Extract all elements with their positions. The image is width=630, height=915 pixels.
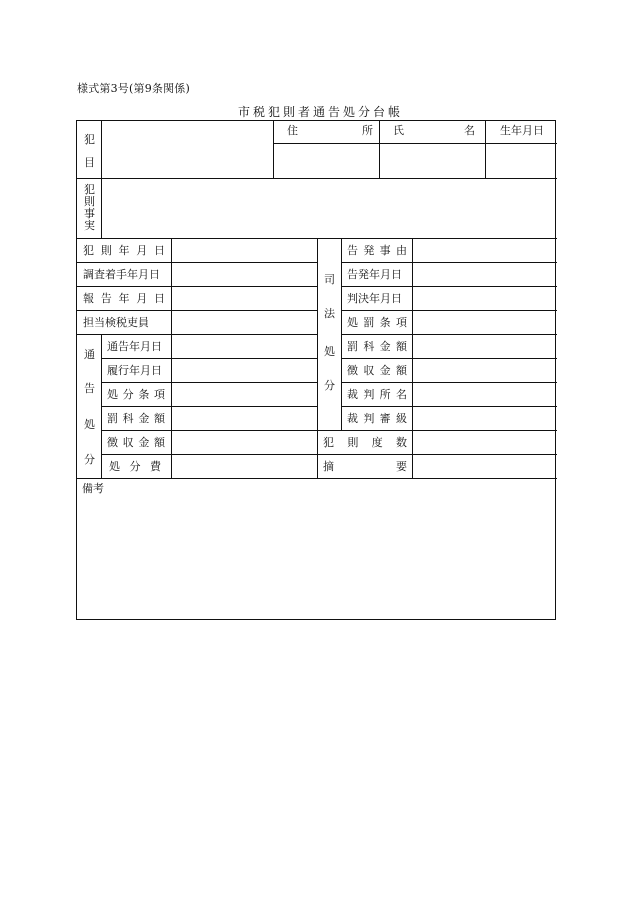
court-name-label: 裁 判 所 名 [347,388,407,401]
judgment-date-label: 判決年月日 [347,292,402,305]
divider-line [341,334,557,335]
divider-line [101,454,557,455]
offender-label-char: 目 [84,156,95,169]
divider-line [101,334,102,478]
divider-line [341,310,557,311]
collected-amount-label: 徴 収 金 額 [107,436,165,449]
remarks-label: 備考 [82,482,104,495]
divider-line [341,358,557,359]
divider-line [273,121,274,178]
divider-line [101,406,317,407]
disposition-cost-label: 処 分 費 [109,460,161,473]
notice-date-label: 通告年月日 [107,340,162,353]
divider-line [341,262,557,263]
court-instance-label: 裁 判 審 級 [347,412,407,425]
violation-date-label: 犯 則 年 月 日 [83,244,165,257]
divider-line [317,238,318,478]
address-header: 住 所 [287,124,373,137]
violation-count-label: 犯 則 度 数 [323,436,407,449]
investigation-start-date-label: 調査着手年月日 [83,268,160,281]
divider-line [379,121,380,178]
punishment-clause-label: 処 罰 条 項 [347,316,407,329]
report-date-label: 報 告 年 月 日 [83,292,165,305]
divider-line [77,286,317,287]
form-number-label: 様式第3号(第9条関係) [77,82,190,95]
form-title: 市税犯則者通告処分台帳 [238,105,404,119]
divider-line [101,382,317,383]
divider-line [77,334,317,335]
birthdate-header: 生年月日 [500,124,544,137]
divider-line [101,358,317,359]
divider-line [101,430,557,431]
disposition-clause-label: 処 分 条 項 [107,388,165,401]
divider-line [341,286,557,287]
accusation-date-label: 告発年月日 [347,268,402,281]
penalty-amount-label: 罰 科 金 額 [107,412,165,425]
divider-line [101,121,102,238]
judicial-penalty-amount-label: 罰 科 金 額 [347,340,407,353]
divider-line [273,143,557,144]
divider-line [412,238,413,478]
name-header: 氏 名 [393,124,475,137]
summary-label: 摘 要 [323,460,407,473]
accusation-reason-label: 告 発 事 由 [347,244,407,257]
divider-line [341,382,557,383]
divider-line [171,238,172,478]
divider-line [341,238,342,430]
tax-officer-label: 担当検税吏員 [83,316,149,329]
divider-line [77,310,317,311]
divider-line [77,262,317,263]
divider-line [485,121,486,178]
offender-label-char: 犯 [84,133,95,146]
register-table: 犯 目 住 所 氏 名 生年月日 犯 則 事 実 犯 則 年 月 日 調査着手年月日 報 告 年 月 日 担当検税吏員 通 告 処 分 通告年月日 履行年月日 処 分 条 項 罰 科 金 額 徴 収 金 額 処 分 費 司 法 処 分 告 発 事 由 告発年月日 判決年月日 処 罰 条 項 罰 科 金 額 徴 収 金 額 裁 判 所 名 裁 判 審 級 犯 則 度 数 摘 要 備考 [76,120,556,620]
fulfillment-date-label: 履行年月日 [107,364,162,377]
judicial-collected-amount-label: 徴 収 金 額 [347,364,407,377]
divider-line [341,406,557,407]
divider-line [77,478,557,479]
divider-line [77,178,557,179]
